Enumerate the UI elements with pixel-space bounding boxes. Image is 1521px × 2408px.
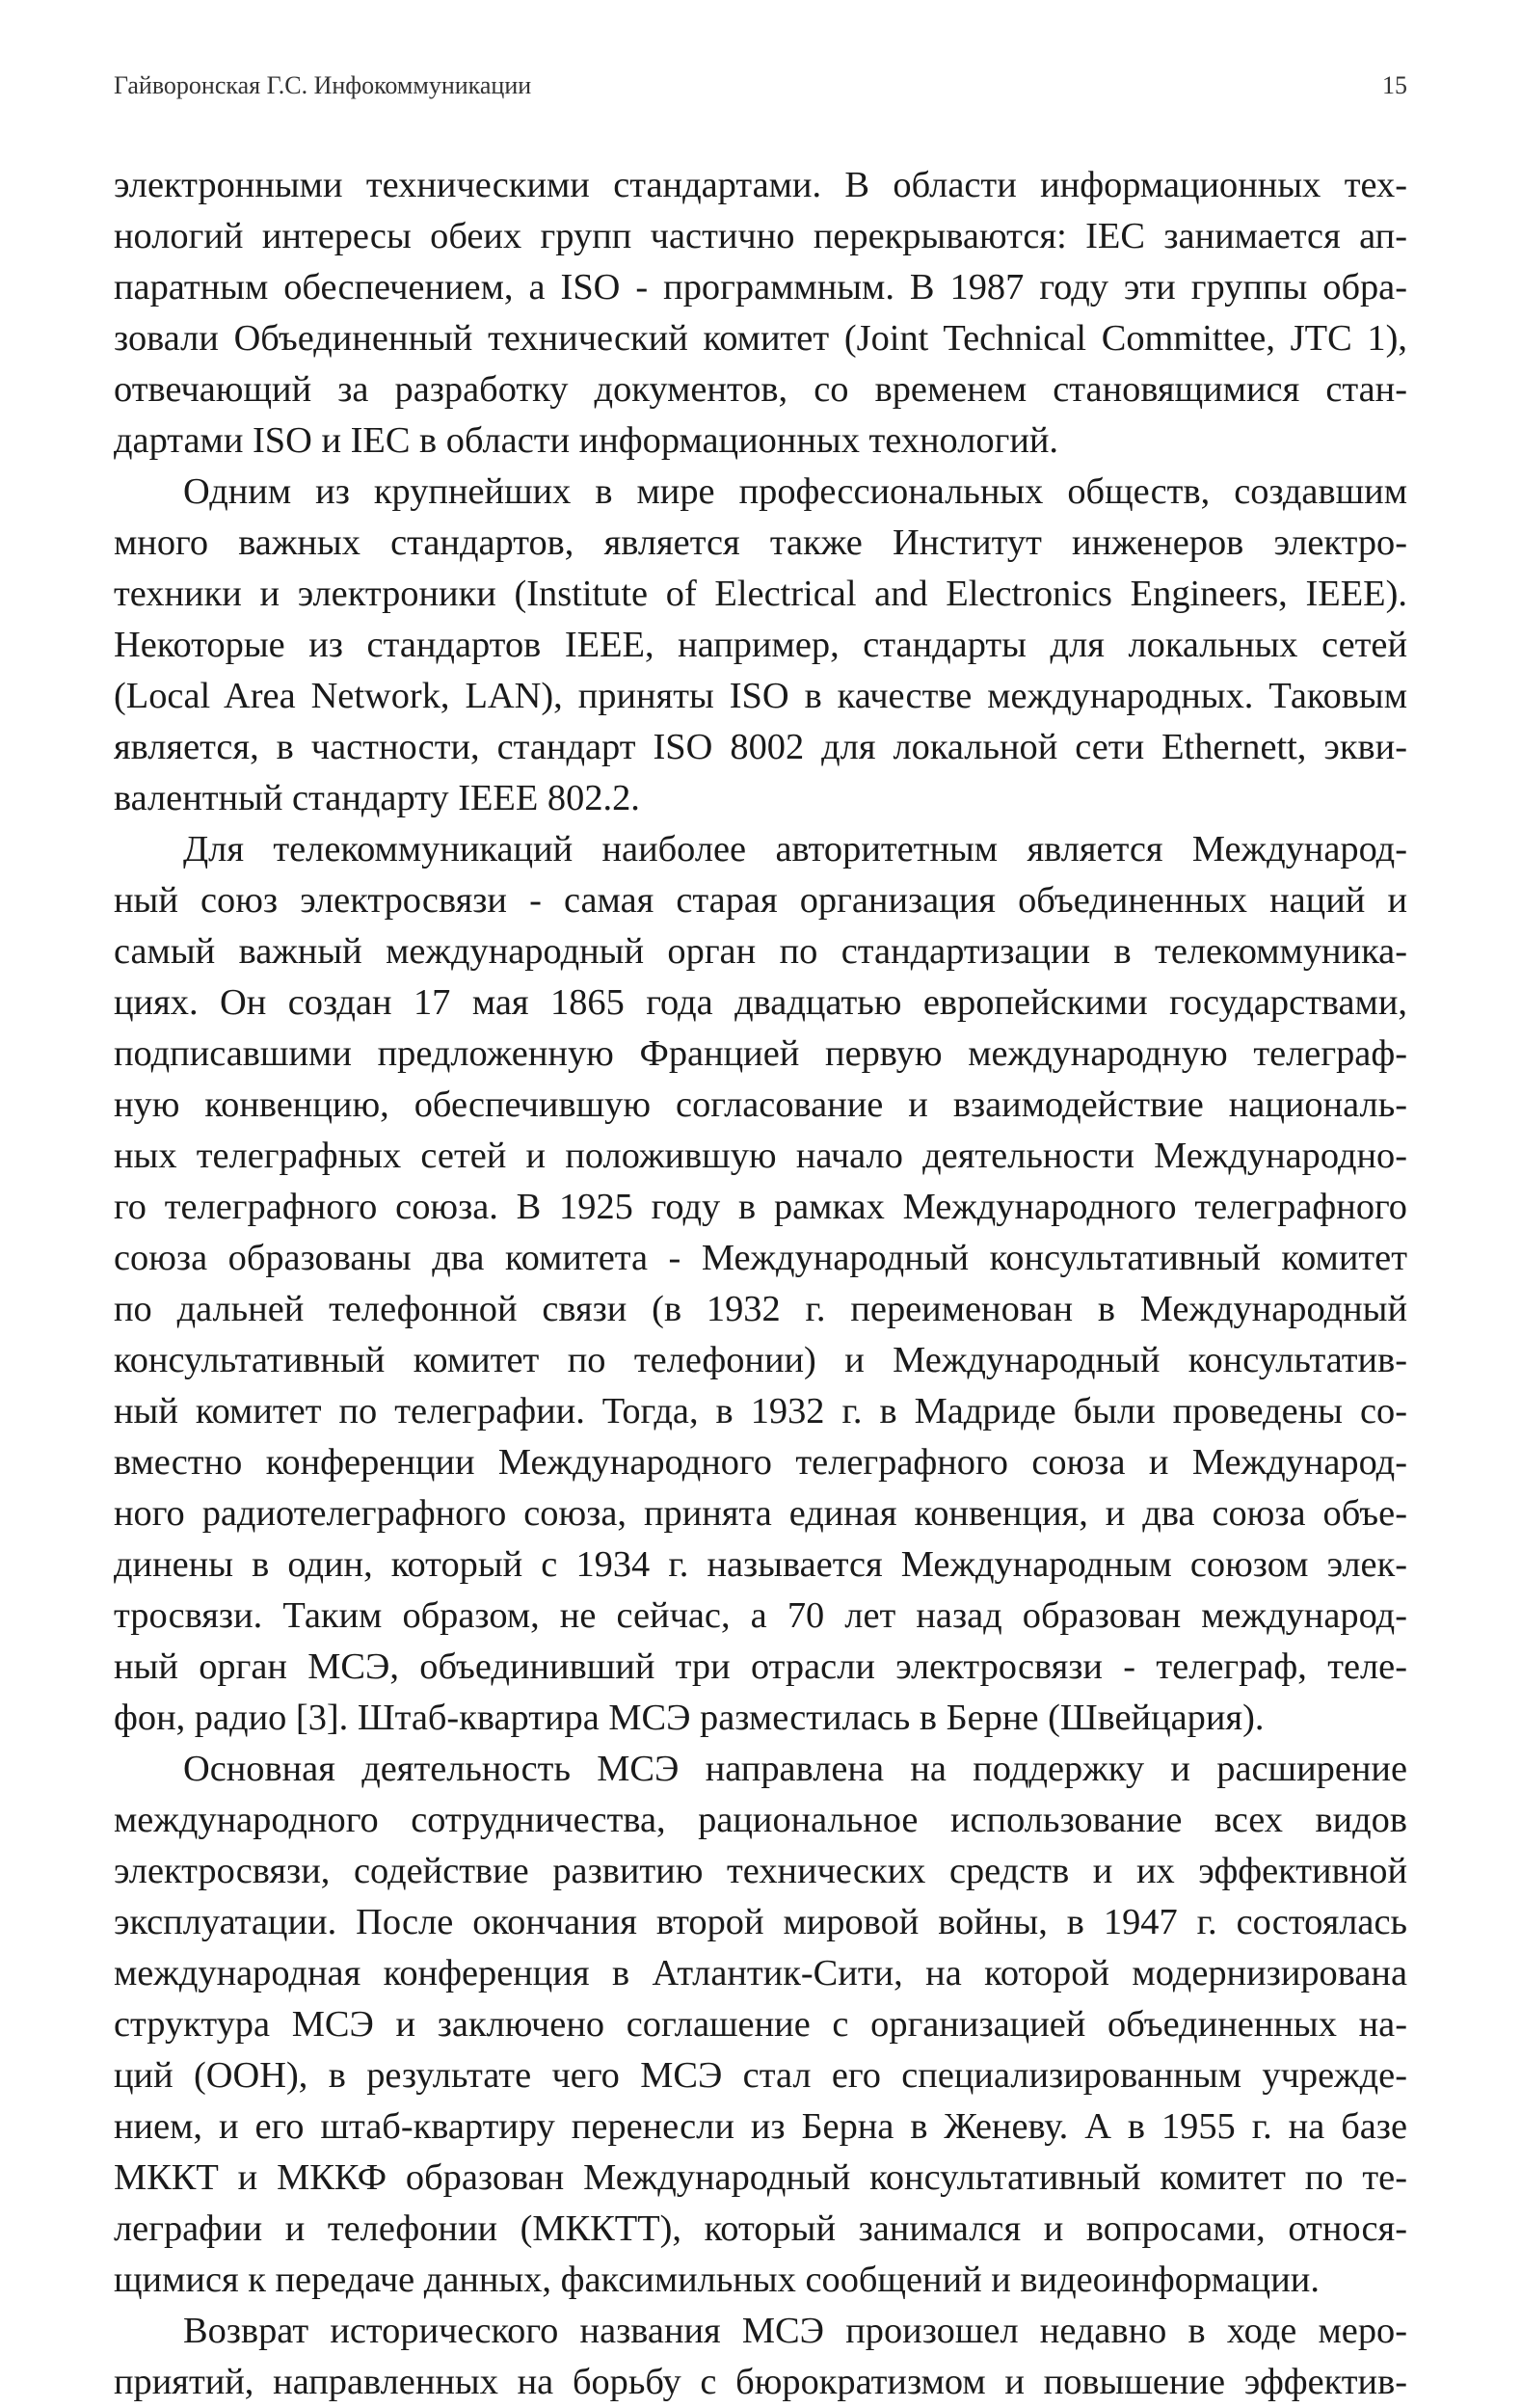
text-line: нологий интересы обеих групп частично перекрываются: IEC занимается ап- — [114, 216, 1407, 256]
text-line: Для телекоммуникаций наиболее авторитетным является Международ- — [183, 829, 1407, 870]
text-line: фон, радио [3]. Штаб-квартира МСЭ разместилась в Берне (Швейцария). — [114, 1698, 1265, 1738]
text-line: Основная деятельность МСЭ направлена на поддержку и расширение — [183, 1749, 1407, 1789]
text-line: валентный стандарту IEEE 802.2. — [114, 778, 640, 818]
text-line: ных телеграфных сетей и положившую начало деятельности Международно- — [114, 1136, 1407, 1176]
text-line: нием, и его штаб-квартиру перенесли из Берна в Женеву. А в 1955 г. на базе — [114, 2106, 1407, 2147]
text-line: го телеграфного союза. В 1925 году в рамках Международного телеграфного — [114, 1187, 1407, 1227]
text-line: ций (ООН), в результате чего МСЭ стал его специализированным учрежде- — [114, 2055, 1407, 2096]
text-line: Возврат исторического названия МСЭ произошел недавно в ходе меро- — [183, 2311, 1407, 2351]
text-line: щимися к передаче данных, факсимильных сообщений и видеоинформации. — [114, 2260, 1320, 2300]
text-line: МККТ и МККФ образован Международный консультативный комитет по те- — [114, 2157, 1407, 2198]
header-title: Гайворонская Г.С. Инфокоммуникации — [114, 71, 532, 99]
text-line: динены в один, который с 1934 г. называется Международным союзом элек- — [114, 1544, 1407, 1585]
text-line: тросвязи. Таким образом, не сейчас, а 70 лет назад образован международ- — [114, 1595, 1407, 1636]
text-line: ного радиотелеграфного союза, принята единая конвенция, и два союза объе- — [114, 1493, 1407, 1534]
text-line: электросвязи, содействие развитию технических средств и их эффективной — [114, 1851, 1407, 1891]
text-line: международного сотрудничества, рациональное использование всех видов — [114, 1800, 1407, 1840]
page-number: 15 — [1382, 71, 1407, 99]
text-line: много важных стандартов, является также Институт инженеров электро- — [114, 522, 1407, 563]
text-line: является, в частности, стандарт ISO 8002 для локальной сети Ethernett, экви- — [114, 727, 1407, 767]
body-text — [114, 160, 1407, 2408]
text-line: дартами ISO и IEC в области информационных технологий. — [114, 420, 1059, 461]
text-line: по дальней телефонной связи (в 1932 г. переименован в Международный — [114, 1289, 1407, 1329]
text-line: (Local Area Network, LAN), приняты ISO в качестве международных. Таковым — [114, 676, 1407, 716]
text-line: ный комитет по телеграфии. Тогда, в 1932 г. в Мадриде были проведены со- — [114, 1391, 1407, 1431]
text-line: Одним из крупнейших в мире профессиональных обществ, создавшим — [183, 471, 1407, 512]
text-line: ный союз электросвязи - самая старая организация объединенных наций и — [114, 880, 1407, 921]
text-line: самый важный международный орган по стандартизации в телекоммуника- — [114, 931, 1407, 972]
text-line: эксплуатации. После окончания второй мировой войны, в 1947 г. состоялась — [114, 1902, 1407, 1942]
text-line: вместно конференции Международного телеграфного союза и Международ- — [114, 1442, 1407, 1483]
text-line: союза образованы два комитета - Международный консультативный комитет — [114, 1238, 1407, 1278]
text-line: паратным обеспечением, а ISO - программным. В 1987 году эти группы обра- — [114, 267, 1407, 308]
text-line: электронными техническими стандартами. В области информационных тех- — [114, 165, 1407, 205]
text-line: техники и электроники (Institute of Electrical and Electronics Engineers, IEEE). — [114, 574, 1407, 614]
text-line: приятий, направленных на борьбу с бюрократизмом и повышение эффектив- — [114, 2362, 1407, 2402]
text-line: ную конвенцию, обеспечившую согласование и взаимодействие националь- — [114, 1084, 1407, 1125]
text-line: консультативный комитет по телефонии) и Международный консультатив- — [114, 1340, 1407, 1380]
text-line: ный орган МСЭ, объединивший три отрасли электросвязи - телеграф, теле- — [114, 1646, 1407, 1687]
text-line: циях. Он создан 17 мая 1865 года двадцатью европейскими государствами, — [114, 982, 1407, 1023]
text-line: Некоторые из стандартов IEEE, например, стандарты для локальных сетей — [114, 625, 1407, 665]
text-line: зовали Объединенный технический комитет (Joint Technical Committee, JTC 1), — [114, 318, 1407, 359]
text-line: леграфии и телефонии (МККТТ), который занимался и вопросами, относя- — [114, 2208, 1407, 2249]
text-line: подписавшими предложенную Францией первую международную телеграф- — [114, 1033, 1407, 1074]
running-header — [114, 71, 1407, 110]
text-line: структура МСЭ и заключено соглашение с организацией объединенных на- — [114, 2004, 1407, 2045]
text-line: международная конференция в Атлантик-Сити, на которой модернизирована — [114, 1953, 1407, 1993]
text-line: отвечающий за разработку документов, со временем становящимися стан- — [114, 369, 1407, 410]
